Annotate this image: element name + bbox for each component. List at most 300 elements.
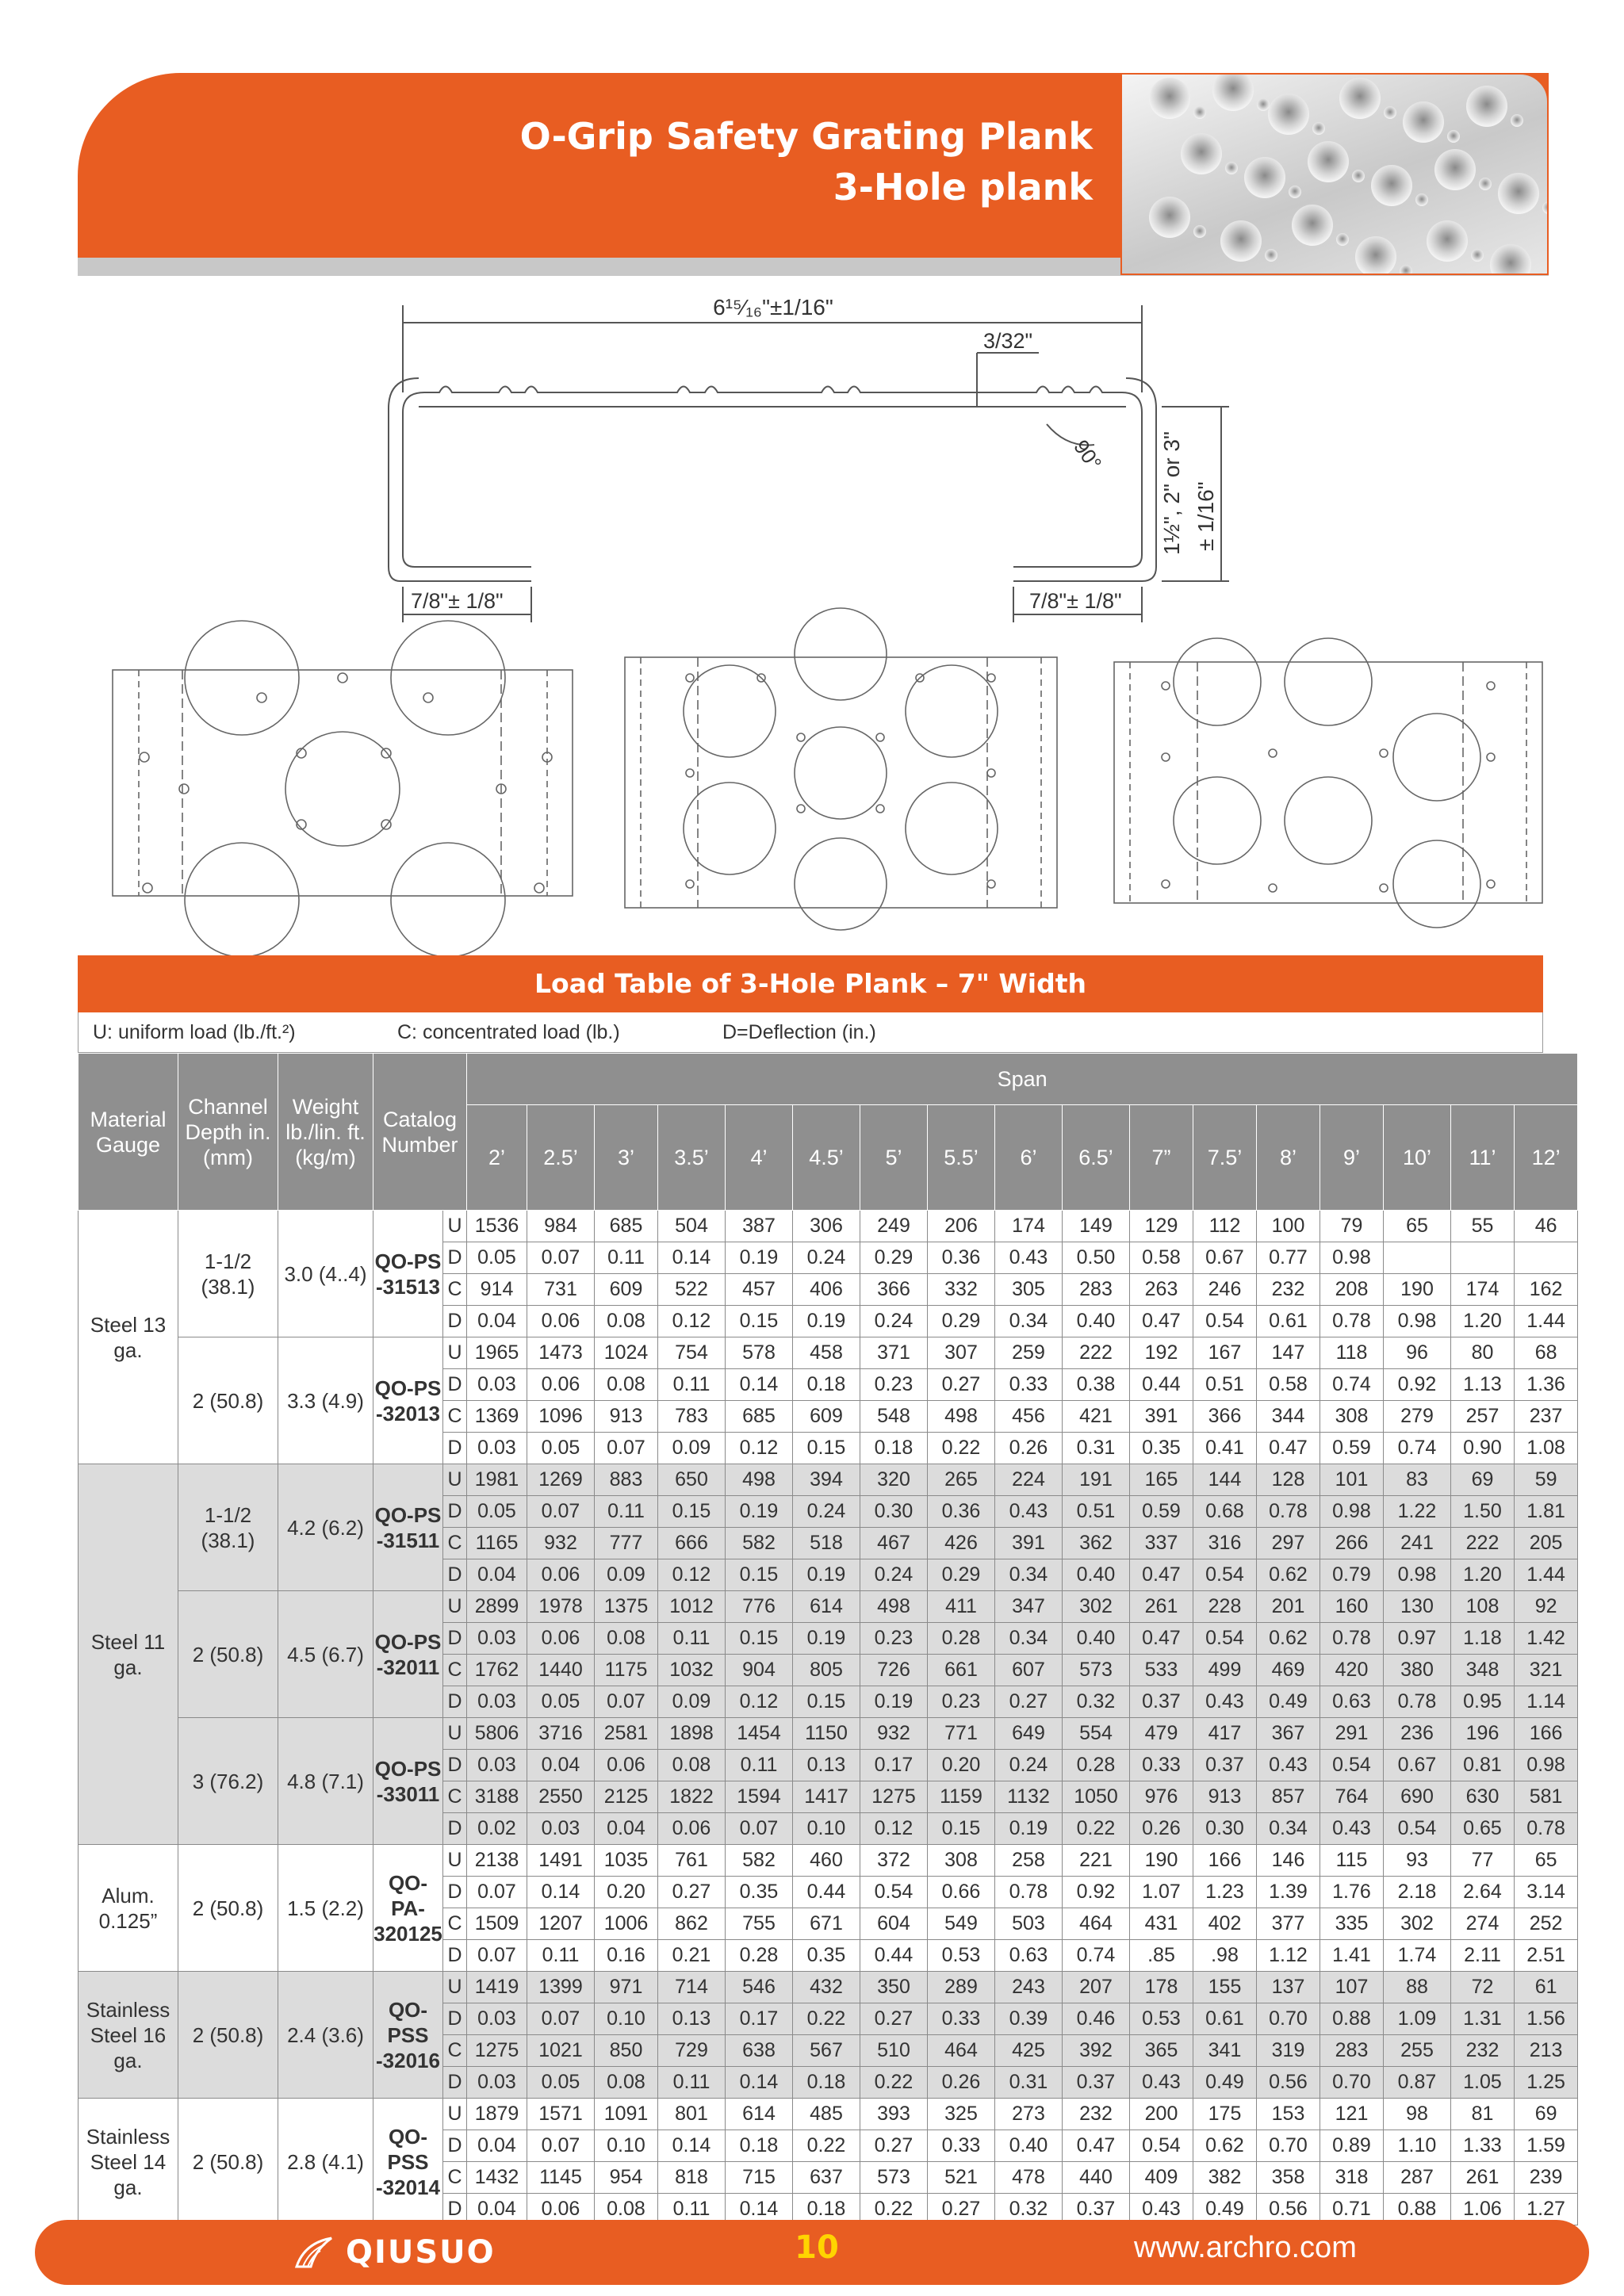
value-cell: 1536: [467, 1211, 527, 1242]
value-cell: 0.95: [1451, 1686, 1515, 1718]
value-cell: 302: [1384, 1908, 1451, 1940]
value-cell: 222: [1063, 1337, 1130, 1369]
value-cell: 0.24: [860, 1306, 928, 1337]
value-cell: 0.06: [527, 1559, 595, 1591]
value-cell: 1.76: [1320, 1877, 1384, 1908]
value-cell: 365: [1130, 2035, 1193, 2067]
value-cell: 72: [1451, 1972, 1515, 2003]
value-cell: 228: [1193, 1591, 1257, 1623]
value-cell: 69: [1515, 2099, 1578, 2130]
value-cell: 350: [860, 1972, 928, 2003]
load-type-cell: D: [443, 2130, 467, 2162]
value-cell: 88: [1384, 1972, 1451, 2003]
value-cell: 283: [1063, 1274, 1130, 1306]
depth-cell: 2 (50.8): [178, 1591, 278, 1718]
value-cell: 0.63: [995, 1940, 1063, 1972]
value-cell: 246: [1193, 1274, 1257, 1306]
value-cell: 498: [860, 1591, 928, 1623]
value-cell: 382: [1193, 2162, 1257, 2194]
legend-deflection: D=Deflection (in.): [722, 1021, 876, 1043]
value-cell: 0.78: [1320, 1306, 1384, 1337]
value-cell: 0.05: [467, 1242, 527, 1274]
value-cell: 0.03: [467, 1750, 527, 1781]
value-cell: 521: [928, 2162, 995, 2194]
value-cell: 1132: [995, 1781, 1063, 1813]
value-cell: 1.22: [1384, 1496, 1451, 1528]
value-cell: 0.03: [467, 1623, 527, 1655]
value-cell: 0.09: [658, 1686, 726, 1718]
value-cell: 108: [1451, 1591, 1515, 1623]
value-cell: 0.31: [995, 2067, 1063, 2099]
header-depth: Channel Depth in. (mm): [178, 1054, 278, 1211]
value-cell: 460: [793, 1845, 860, 1877]
value-cell: 147: [1257, 1337, 1320, 1369]
value-cell: 0.10: [595, 2130, 658, 2162]
value-cell: 0.11: [658, 2067, 726, 2099]
value-cell: 1.12: [1257, 1940, 1320, 1972]
value-cell: 984: [527, 1211, 595, 1242]
value-cell: 0.12: [726, 1686, 793, 1718]
value-cell: 0.05: [527, 1433, 595, 1464]
dimple-mark-small: [1542, 201, 1547, 214]
catalog-cell: QO-PA- 320125: [373, 1845, 443, 1972]
title-line-2: 3-Hole plank: [833, 166, 1093, 209]
value-cell: 0.92: [1063, 1877, 1130, 1908]
dimple-mark: [1355, 236, 1396, 274]
value-cell: 1.13: [1451, 1369, 1515, 1401]
span-header: 4’: [726, 1105, 793, 1211]
value-cell: 1822: [658, 1781, 726, 1813]
load-type-cell: D: [443, 1686, 467, 1718]
value-cell: 650: [658, 1464, 726, 1496]
value-cell: 0.20: [595, 1877, 658, 1908]
value-cell: 0.43: [1130, 2067, 1193, 2099]
load-type-cell: C: [443, 1908, 467, 1940]
value-cell: 783: [658, 1401, 726, 1433]
value-cell: 0.43: [1130, 2194, 1193, 2225]
value-cell: 0.54: [1193, 1559, 1257, 1591]
value-cell: 0.17: [726, 2003, 793, 2035]
value-cell: 308: [928, 1845, 995, 1877]
weight-cell: 3.0 (4..4): [278, 1211, 373, 1337]
value-cell: 1032: [658, 1655, 726, 1686]
value-cell: 2.18: [1384, 1877, 1451, 1908]
value-cell: 0.08: [595, 2194, 658, 2225]
value-cell: 1879: [467, 2099, 527, 2130]
load-type-cell: C: [443, 2162, 467, 2194]
value-cell: 0.37: [1063, 2194, 1130, 2225]
load-type-cell: D: [443, 1369, 467, 1401]
value-cell: 128: [1257, 1464, 1320, 1496]
value-cell: 0.22: [860, 2194, 928, 2225]
value-cell: 607: [995, 1655, 1063, 1686]
dimple-mark-small: [1193, 225, 1206, 238]
value-cell: 0.49: [1257, 1686, 1320, 1718]
value-cell: 0.54: [1384, 1813, 1451, 1845]
load-type-cell: C: [443, 1528, 467, 1559]
value-cell: 630: [1451, 1781, 1515, 1813]
value-cell: 649: [995, 1718, 1063, 1750]
dimple-mark: [1181, 133, 1222, 174]
value-cell: 0.29: [928, 1306, 995, 1337]
value-cell: 232: [1257, 1274, 1320, 1306]
value-cell: 77: [1451, 1845, 1515, 1877]
value-cell: 0.36: [928, 1496, 995, 1528]
value-cell: 0.88: [1320, 2003, 1384, 2035]
value-cell: 0.70: [1257, 2003, 1320, 2035]
table-row: [79, 1845, 1578, 1877]
value-cell: 0.04: [527, 1750, 595, 1781]
value-cell: 0.19: [793, 1306, 860, 1337]
value-cell: 190: [1130, 1845, 1193, 1877]
value-cell: 59: [1515, 1464, 1578, 1496]
value-cell: 1.09: [1384, 2003, 1451, 2035]
value-cell: 582: [726, 1845, 793, 1877]
load-type-cell: C: [443, 1274, 467, 1306]
value-cell: 498: [726, 1464, 793, 1496]
value-cell: 1762: [467, 1655, 527, 1686]
value-cell: 1594: [726, 1781, 793, 1813]
table-row: [79, 1211, 1578, 1242]
value-cell: 224: [995, 1464, 1063, 1496]
value-cell: 533: [1130, 1655, 1193, 1686]
value-cell: 0.22: [860, 2067, 928, 2099]
catalog-cell: QO- PSS -32014: [373, 2099, 443, 2225]
value-cell: 221: [1063, 1845, 1130, 1877]
value-cell: 0.97: [1384, 1623, 1451, 1655]
value-cell: 166: [1193, 1845, 1257, 1877]
load-type-cell: D: [443, 1940, 467, 1972]
value-cell: 548: [860, 1401, 928, 1433]
span-header: 3’: [595, 1105, 658, 1211]
value-cell: 0.26: [995, 1433, 1063, 1464]
load-table-section: [78, 955, 1565, 2225]
value-cell: 420: [1320, 1655, 1384, 1686]
value-cell: 0.19: [793, 1559, 860, 1591]
value-cell: 55: [1451, 1211, 1515, 1242]
value-cell: 971: [595, 1972, 658, 2003]
dim-thickness-label: 3/32": [983, 329, 1033, 353]
value-cell: 0.58: [1130, 1242, 1193, 1274]
value-cell: 425: [995, 2035, 1063, 2067]
value-cell: 479: [1130, 1718, 1193, 1750]
value-cell: 1.39: [1257, 1877, 1320, 1908]
value-cell: 2550: [527, 1781, 595, 1813]
value-cell: 0.33: [928, 2003, 995, 2035]
value-cell: 0.28: [928, 1623, 995, 1655]
value-cell: 372: [860, 1845, 928, 1877]
value-cell: 554: [1063, 1718, 1130, 1750]
value-cell: 0.67: [1193, 1242, 1257, 1274]
table-row: [79, 1972, 1578, 2003]
value-cell: 637: [793, 2162, 860, 2194]
header-catalog: Catalog Number: [373, 1054, 467, 1211]
header-span: Span: [467, 1054, 1578, 1105]
value-cell: 0.81: [1451, 1750, 1515, 1781]
value-cell: 609: [595, 1274, 658, 1306]
value-cell: 1035: [595, 1845, 658, 1877]
value-cell: 0.28: [726, 1940, 793, 1972]
load-type-cell: U: [443, 1591, 467, 1623]
value-cell: 65: [1515, 1845, 1578, 1877]
value-cell: 0.05: [527, 2067, 595, 2099]
load-type-cell: D: [443, 1877, 467, 1908]
value-cell: 237: [1515, 1401, 1578, 1433]
value-cell: 107: [1320, 1972, 1384, 2003]
dimple-mark: [1339, 78, 1381, 119]
value-cell: 0.06: [527, 1623, 595, 1655]
load-type-cell: C: [443, 1401, 467, 1433]
value-cell: 1399: [527, 1972, 595, 2003]
value-cell: 0.18: [793, 1369, 860, 1401]
value-cell: 0.68: [1193, 1496, 1257, 1528]
value-cell: .98: [1193, 1940, 1257, 1972]
value-cell: 0.27: [928, 2194, 995, 2225]
value-cell: 137: [1257, 1972, 1320, 2003]
value-cell: 0.11: [726, 1750, 793, 1781]
value-cell: 761: [658, 1845, 726, 1877]
table-row: [79, 1591, 1578, 1623]
value-cell: 0.19: [726, 1496, 793, 1528]
value-cell: 341: [1193, 2035, 1257, 2067]
value-cell: 205: [1515, 1528, 1578, 1559]
value-cell: 685: [726, 1401, 793, 1433]
value-cell: 0.17: [860, 1750, 928, 1781]
load-type-cell: D: [443, 2194, 467, 2225]
value-cell: 932: [527, 1528, 595, 1559]
value-cell: 805: [793, 1655, 860, 1686]
footer-url[interactable]: www.archro.com: [1134, 2231, 1357, 2264]
value-cell: 1.31: [1451, 2003, 1515, 2035]
value-cell: 377: [1257, 1908, 1320, 1940]
value-cell: 1024: [595, 1337, 658, 1369]
value-cell: 818: [658, 2162, 726, 2194]
value-cell: 549: [928, 1908, 995, 1940]
value-cell: 0.78: [1384, 1686, 1451, 1718]
value-cell: 0.98: [1384, 1306, 1451, 1337]
value-cell: 0.07: [595, 1433, 658, 1464]
value-cell: 0.27: [928, 1369, 995, 1401]
value-cell: 0.53: [1130, 2003, 1193, 2035]
plan-view-3: [1114, 638, 1542, 928]
value-cell: 0.18: [860, 1433, 928, 1464]
value-cell: 2125: [595, 1781, 658, 1813]
dim-left-flange-label: 7/8"± 1/8": [411, 589, 504, 613]
value-cell: 0.09: [595, 1559, 658, 1591]
dimple-mark-small: [1312, 122, 1325, 135]
value-cell: 263: [1130, 1274, 1193, 1306]
value-cell: 0.24: [793, 1242, 860, 1274]
value-cell: 0.12: [658, 1559, 726, 1591]
value-cell: 2.64: [1451, 1877, 1515, 1908]
value-cell: 0.70: [1320, 2067, 1384, 2099]
value-cell: 2581: [595, 1718, 658, 1750]
material-gauge-cell: Steel 13 ga.: [79, 1211, 178, 1464]
value-cell: 0.43: [995, 1242, 1063, 1274]
value-cell: 1159: [928, 1781, 995, 1813]
weight-cell: 4.8 (7.1): [278, 1718, 373, 1845]
value-cell: 0.05: [527, 1686, 595, 1718]
value-cell: 771: [928, 1718, 995, 1750]
value-cell: 1091: [595, 2099, 658, 2130]
value-cell: 65: [1384, 1211, 1451, 1242]
dimple-mark-small: [1257, 98, 1270, 111]
value-cell: 175: [1193, 2099, 1257, 2130]
dim-height-label-1: 1½", 2" or 3": [1159, 431, 1184, 555]
value-cell: 0.06: [595, 1750, 658, 1781]
value-cell: 61: [1515, 1972, 1578, 2003]
value-cell: 638: [726, 2035, 793, 2067]
value-cell: 0.26: [928, 2067, 995, 2099]
value-cell: 0.08: [595, 1306, 658, 1337]
load-type-cell: C: [443, 2035, 467, 2067]
value-cell: 0.14: [726, 2067, 793, 2099]
value-cell: 0.44: [1130, 1369, 1193, 1401]
value-cell: 431: [1130, 1908, 1193, 1940]
span-header: 8’: [1257, 1105, 1320, 1211]
value-cell: 0.30: [1193, 1813, 1257, 1845]
value-cell: 0.05: [467, 1496, 527, 1528]
value-cell: 504: [658, 1211, 726, 1242]
value-cell: 0.34: [995, 1623, 1063, 1655]
span-header: 6.5’: [1063, 1105, 1130, 1211]
value-cell: 458: [793, 1337, 860, 1369]
legend-uniform: U: uniform load (lb./ft.²): [93, 1021, 296, 1043]
value-cell: 2.11: [1451, 1940, 1515, 1972]
value-cell: 0.35: [1130, 1433, 1193, 1464]
table-row: [79, 2099, 1578, 2130]
value-cell: 0.32: [1063, 1686, 1130, 1718]
value-cell: 0.19: [793, 1623, 860, 1655]
dimple-mark-small: [1289, 186, 1301, 198]
value-cell: 0.54: [860, 1877, 928, 1908]
value-cell: 731: [527, 1274, 595, 1306]
value-cell: 0.49: [1193, 2194, 1257, 2225]
value-cell: 380: [1384, 1655, 1451, 1686]
value-cell: 1165: [467, 1528, 527, 1559]
value-cell: 0.14: [658, 1242, 726, 1274]
value-cell: 0.33: [1130, 1750, 1193, 1781]
value-cell: 0.11: [595, 1496, 658, 1528]
footer-logo: [293, 2233, 496, 2272]
value-cell: 0.03: [527, 1813, 595, 1845]
dimple-mark: [1434, 149, 1476, 190]
value-cell: 0.19: [726, 1242, 793, 1274]
dim-angle-label: 90°: [1069, 435, 1107, 475]
value-cell: 0.10: [595, 2003, 658, 2035]
value-cell: 0.07: [527, 2130, 595, 2162]
value-cell: 0.04: [467, 2194, 527, 2225]
value-cell: 0.14: [726, 2194, 793, 2225]
value-cell: 0.24: [860, 1559, 928, 1591]
value-cell: 0.63: [1320, 1686, 1384, 1718]
value-cell: 0.56: [1257, 2194, 1320, 2225]
dimple-mark: [1220, 220, 1262, 262]
dimple-mark: [1498, 173, 1539, 214]
value-cell: 729: [658, 2035, 726, 2067]
material-gauge-cell: Stainless Steel 14 ga.: [79, 2099, 178, 2225]
load-table-title: Load Table of 3-Hole Plank – 7" Width: [78, 955, 1543, 1012]
value-cell: 0.29: [860, 1242, 928, 1274]
value-cell: 3.14: [1515, 1877, 1578, 1908]
value-cell: 573: [860, 2162, 928, 2194]
value-cell: 456: [995, 1401, 1063, 1433]
catalog-cell: QO-PS -33011: [373, 1718, 443, 1845]
value-cell: 0.24: [793, 1496, 860, 1528]
value-cell: 252: [1515, 1908, 1578, 1940]
load-type-cell: D: [443, 1623, 467, 1655]
value-cell: 440: [1063, 2162, 1130, 2194]
value-cell: 0.02: [467, 1813, 527, 1845]
value-cell: 0.37: [1130, 1686, 1193, 1718]
value-cell: 0.27: [995, 1686, 1063, 1718]
value-cell: 207: [1063, 1972, 1130, 2003]
load-type-cell: U: [443, 1464, 467, 1496]
value-cell: 0.40: [1063, 1623, 1130, 1655]
value-cell: 69: [1451, 1464, 1515, 1496]
value-cell: 391: [995, 1528, 1063, 1559]
dimple-mark: [1371, 165, 1412, 206]
value-cell: 1.25: [1515, 2067, 1578, 2099]
value-cell: .85: [1130, 1940, 1193, 1972]
value-cell: 0.14: [726, 1369, 793, 1401]
value-cell: 411: [928, 1591, 995, 1623]
value-cell: 0.53: [928, 1940, 995, 1972]
value-cell: 321: [1515, 1655, 1578, 1686]
value-cell: 1417: [793, 1781, 860, 1813]
depth-cell: 2 (50.8): [178, 1972, 278, 2099]
value-cell: 118: [1320, 1337, 1384, 1369]
value-cell: 167: [1193, 1337, 1257, 1369]
span-header: 5.5’: [928, 1105, 995, 1211]
dimple-mark: [1244, 157, 1285, 198]
value-cell: 1.33: [1451, 2130, 1515, 2162]
value-cell: 0.15: [793, 1686, 860, 1718]
value-cell: 0.66: [928, 1877, 995, 1908]
value-cell: 0.29: [928, 1559, 995, 1591]
value-cell: 0.22: [1063, 1813, 1130, 1845]
span-header: 4.5’: [793, 1105, 860, 1211]
value-cell: 0.06: [527, 2194, 595, 2225]
value-cell: 206: [928, 1211, 995, 1242]
value-cell: 0.22: [928, 1433, 995, 1464]
value-cell: 261: [1130, 1591, 1193, 1623]
value-cell: 1.59: [1515, 2130, 1578, 2162]
value-cell: 0.54: [1320, 1750, 1384, 1781]
catalog-cell: QO-PS -31511: [373, 1464, 443, 1591]
value-cell: 0.54: [1193, 1623, 1257, 1655]
value-cell: 0.14: [527, 1877, 595, 1908]
header-material: Material Gauge: [79, 1054, 178, 1211]
value-cell: 316: [1193, 1528, 1257, 1559]
value-cell: 0.12: [860, 1813, 928, 1845]
value-cell: 3188: [467, 1781, 527, 1813]
value-cell: 306: [793, 1211, 860, 1242]
load-type-cell: C: [443, 1655, 467, 1686]
value-cell: 0.78: [1515, 1813, 1578, 1845]
value-cell: 1275: [860, 1781, 928, 1813]
value-cell: 1096: [527, 1401, 595, 1433]
value-cell: 714: [658, 1972, 726, 2003]
dimple-mark: [1427, 220, 1468, 262]
value-cell: 0.74: [1063, 1940, 1130, 1972]
value-cell: 0.92: [1384, 1369, 1451, 1401]
value-cell: 0.08: [658, 1750, 726, 1781]
catalog-cell: QO-PS -32011: [373, 1591, 443, 1718]
value-cell: 0.61: [1193, 2003, 1257, 2035]
value-cell: 0.03: [467, 1433, 527, 1464]
value-cell: 0.18: [793, 2194, 860, 2225]
